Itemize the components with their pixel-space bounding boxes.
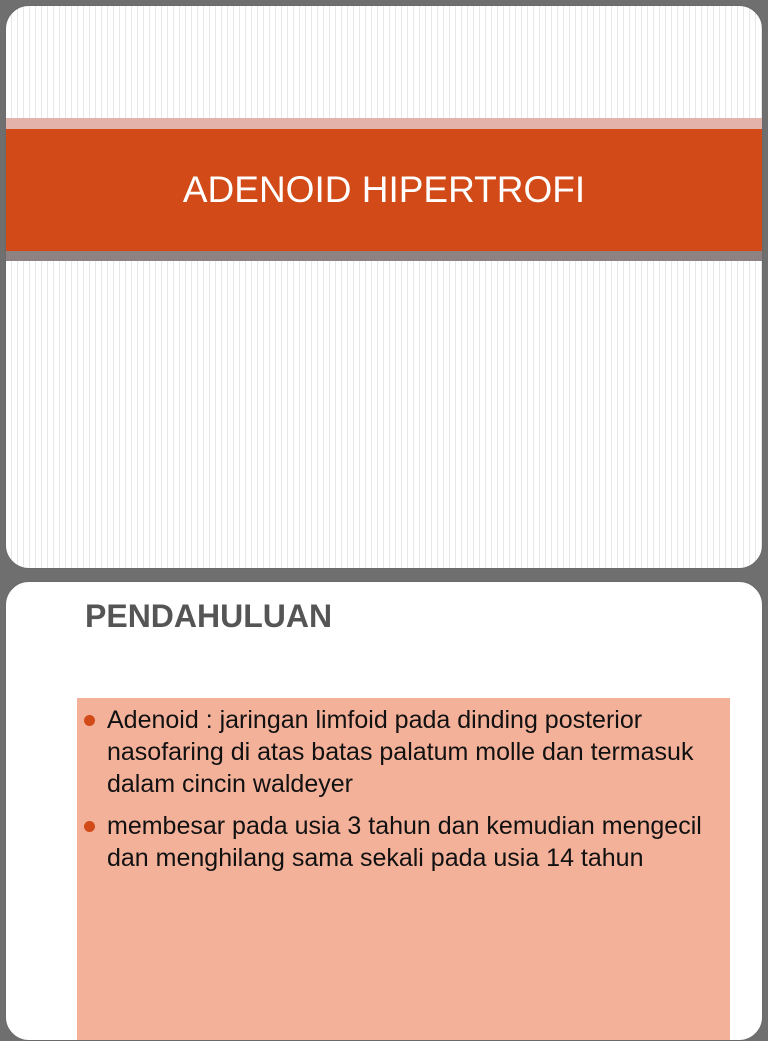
bullet-item — [107, 704, 716, 800]
title-slide — [5, 5, 763, 569]
bullet-dot-icon — [84, 715, 95, 726]
bullet-text: Adenoid : jaringan limfoid pada dinding posterior nasofaring di atas batas palatum molle dan termasuk dalam cincin waldeyer — [107, 706, 694, 798]
bullet-text: membesar pada usia 3 tahun dan kemudian mengecil dan menghilang sama sekali pada usia 14 tahun — [107, 812, 702, 872]
title-bar-top-stripe — [6, 118, 762, 129]
title-bar-bottom-stripe — [6, 251, 762, 261]
slide-title: ADENOID HIPERTROFI — [182, 169, 586, 210]
title-bar — [6, 129, 762, 251]
content-box — [77, 698, 730, 1041]
bullet-item — [107, 810, 716, 874]
bullet-dot-icon — [84, 821, 95, 832]
slide-heading: PENDAHULUAN — [85, 598, 333, 634]
bullet-list — [77, 698, 730, 874]
content-slide — [5, 581, 763, 1041]
